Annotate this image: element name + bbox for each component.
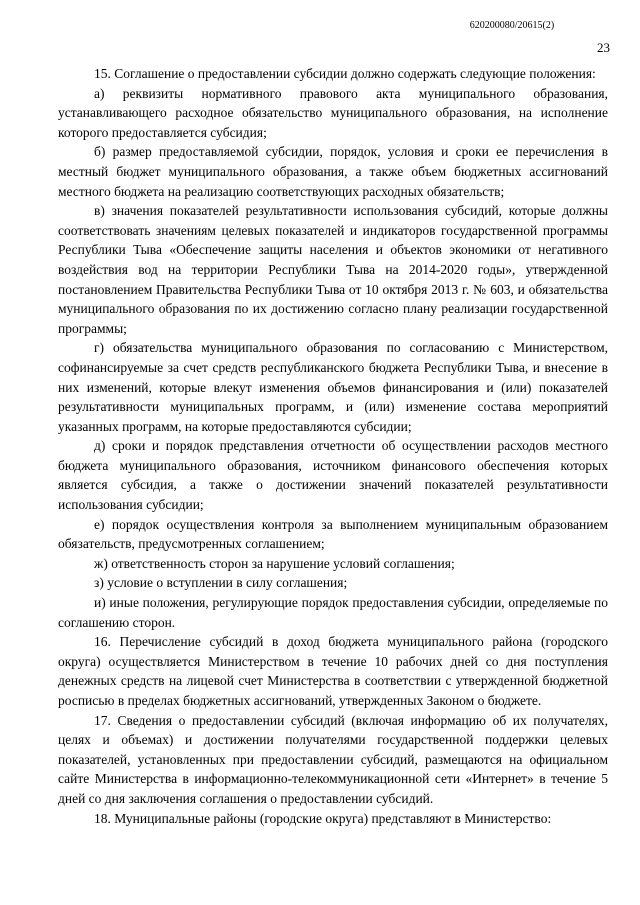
paragraph-18: 18. Муниципальные районы (городские округа) представляют в Министерство: [94,810,552,826]
document-body [58,64,608,828]
paragraph-15v: в) значения показателей результативности использования субсидий, которые должны соответствовать значениям целевых показателей и индикаторов государственной программы Республики Тыва «Обеспечение защиты населения и объектов экономики от негативного воздействия вод на территории Республики Тыва на 2014-2020 годы», утвержденной постановлением Правительства Республики Тыва от 10 октября 2013 г. № 603, и обязательства муниципального образования по их достижению согласно плану реализации государственной программы; [58,203,608,336]
paragraph-15d: д) сроки и порядок представления отчетности об осуществлении расходов местного бюджета муниципального образования, источником финансового обеспечения которых является субсидия, а также о достижении значений показателей результативности использования субсидии; [58,438,608,513]
paragraph-17: 17. Сведения о предоставлении субсидий (включая информацию об их получателях, целях и объемах) и достижении получателями государственной поддержки целевых показателей, установленных при предоставлении субсидий, размещаются на официальном сайте Министерства в информационно-телекоммуникационной сети «Интернет» в течение 5 дней со дня заключения соглашения о предоставлении субсидий. [58,712,608,806]
paragraph-16: 16. Перечисление субсидий в доход бюджета муниципального района (городского округа) осуществляется Министерством в течение 10 рабочих дней со дня поступления денежных средств на лицевой счет Министерства в соответствии с утвержденной бюджетной росписью в пределах бюджетных ассигнований, утвержденных Законом о бюджете. [58,634,608,708]
paragraph-15i: и) иные положения, регулирующие порядок предоставления субсидии, определяемые по соглашению сторон. [58,595,608,630]
paragraph-15g: г) обязательства муниципального образования по согласованию с Министерством, софинансируемые за счет средств республиканского бюджета Республики Тыва, и внесение в них изменений, которые влекут изменения объемов финансирования и (или) показателей результативности муниципальных программ, и (или) изменение состава мероприятий указанных программ, на которые предоставляются субсидии; [58,340,608,434]
paragraph-15: 15. Соглашение о предоставлении субсидии должно содержать следующие положения: [94,66,596,81]
paragraph-15z: з) условие о вступлении в силу соглашения; [94,575,348,591]
paragraph-15a: а) реквизиты нормативного правового акта муниципального образования, устанавливающего расходное обязательство муниципального образования, на исполнение которого предоставляется субсидия; [58,85,608,140]
document-code: 620200080/20615(2) [469,20,555,31]
paragraph-15e: е) порядок осуществления контроля за выполнением муниципальным образованием обязательств, предусмотренных соглашением; [58,516,608,552]
page-number: 23 [597,40,610,55]
paragraph-15b: б) размер предоставляемой субсидии, порядок, условия и сроки ее перечисления в местный бюджет муниципального образования, а также объем бюджетных ассигнований местного бюджета на реализацию соответствующих расходных обязательств; [58,144,608,199]
paragraph-15zh: ж) ответственность сторон за нарушение условий соглашения; [94,555,455,571]
